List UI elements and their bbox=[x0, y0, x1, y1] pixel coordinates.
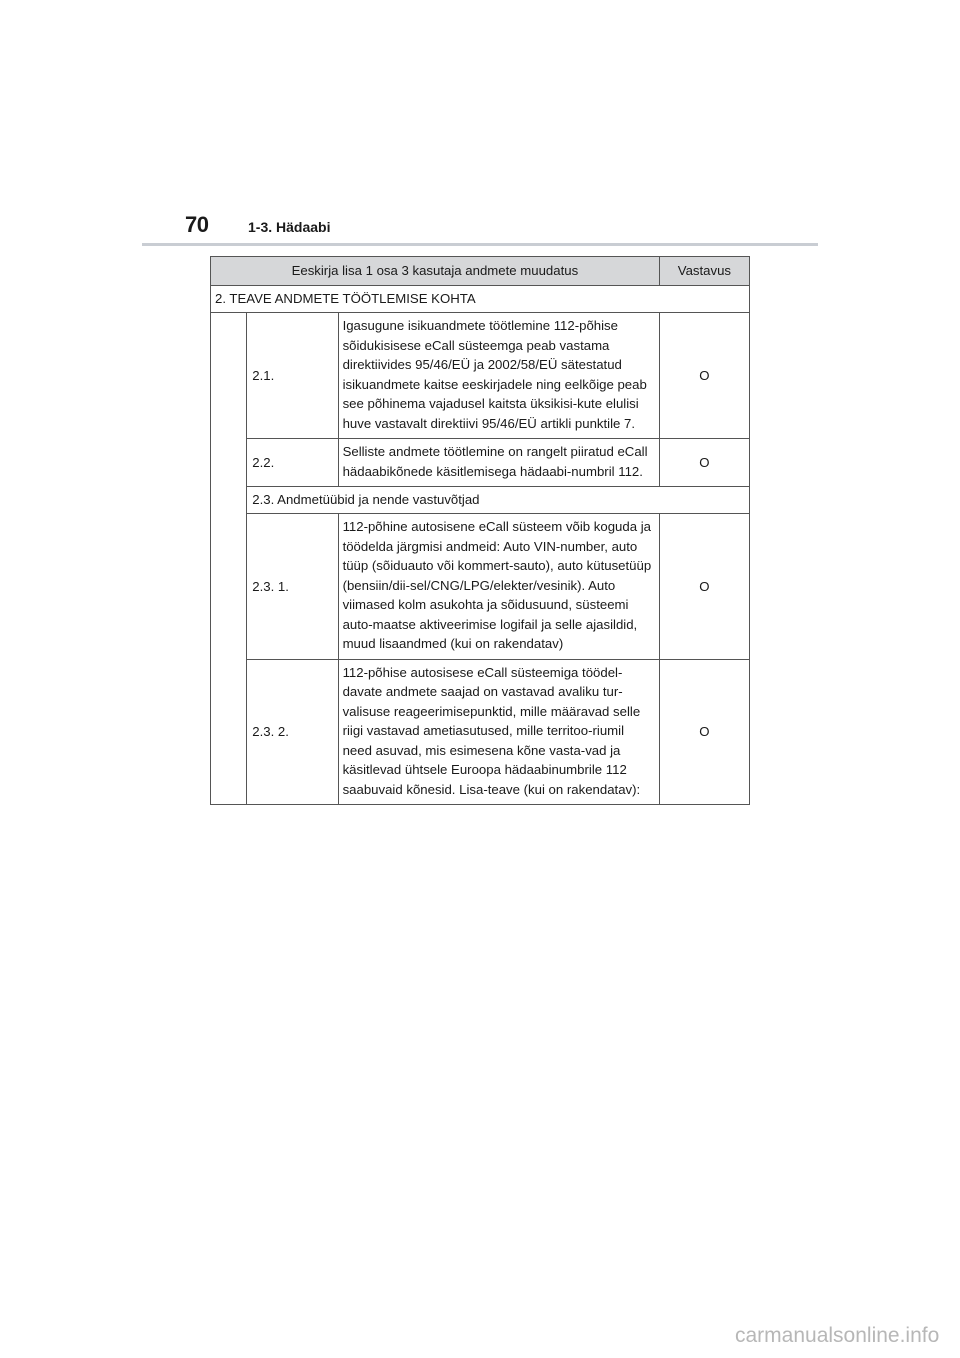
row-compliance: O bbox=[659, 439, 749, 487]
requirements-table bbox=[210, 256, 750, 805]
row-text: 112-põhise autosisese eCall süsteemiga töödel-davate andmete saajad on vastavad avaliku tur-valisuse reageerimisepunktid, mille määravad selle riigi vastavad ametiasutused, mille territoo-riumil need asuvad, mis esimesena kõne vasta-vad ja käsitlevad ühtsele Euroopa hädaabinumbrile 112 saabuvaid kõnesid. Lisa-teave (kui on rakendatav): bbox=[338, 659, 659, 805]
row-number: 2.3. 1. bbox=[247, 514, 338, 660]
table-row bbox=[211, 514, 750, 660]
section-heading: 2. TEAVE ANDMETE TÖÖTLEMISE KOHTA bbox=[211, 286, 750, 313]
row-text: 112-põhine autosisene eCall süsteem võib koguda ja töödelda järgmisi andmeid: Auto VIN-number, auto tüüp (sõiduauto või kommert-sauto), auto kütusetüüp (bensiin/dii-sel/CNG/LPG/elekter/vesinik). Auto viimased kolm asukohta ja sõidusuund, süsteemi auto-maatse aktiveerimise logifail ja selle ajasildid, muud lisaandmed (kui on rakendatav) bbox=[338, 514, 659, 660]
row-number: 2.1. bbox=[247, 313, 338, 439]
section-heading-row bbox=[211, 286, 750, 313]
page-number: 70 bbox=[185, 212, 209, 237]
row-number: 2.3. 2. bbox=[247, 659, 338, 805]
section-title: 1-3. Hädaabi bbox=[248, 219, 331, 235]
subsection-heading: 2.3. Andmetüübid ja nende vastuvõtjad bbox=[247, 487, 750, 514]
row-compliance: O bbox=[659, 514, 749, 660]
table-header-row bbox=[211, 257, 750, 286]
row-text: Igasugune isikuandmete töötlemine 112-põhise sõidukisisese eCall süsteemga peab vastama direktiivides 95/46/EÜ ja 2002/58/EÜ sätestatud isikuandmete kaitse eeskirjadele ning eelkõige peab see põhinema vajadusel kaitsta üksikisi-kute elulisi huve vastavalt direktiivi 95/46/EÜ artikli punktile 7. bbox=[338, 313, 659, 439]
row-text: Selliste andmete töötlemine on rangelt piiratud eCall hädaabikõnede käsitlemisega hädaabi-numbril 112. bbox=[338, 439, 659, 487]
table-row bbox=[211, 659, 750, 805]
table-row bbox=[211, 313, 750, 439]
indent-column bbox=[211, 313, 247, 805]
subsection-heading-row bbox=[211, 487, 750, 514]
table-row bbox=[211, 439, 750, 487]
watermark: carmanualsonline.info bbox=[735, 1324, 940, 1347]
column-header-compliance: Vastavus bbox=[659, 257, 749, 286]
row-compliance: O bbox=[659, 659, 749, 805]
column-header-main: Eeskirja lisa 1 osa 3 kasutaja andmete muudatus bbox=[211, 257, 660, 286]
row-number: 2.2. bbox=[247, 439, 338, 487]
row-compliance: O bbox=[659, 313, 749, 439]
header-divider bbox=[142, 243, 818, 246]
